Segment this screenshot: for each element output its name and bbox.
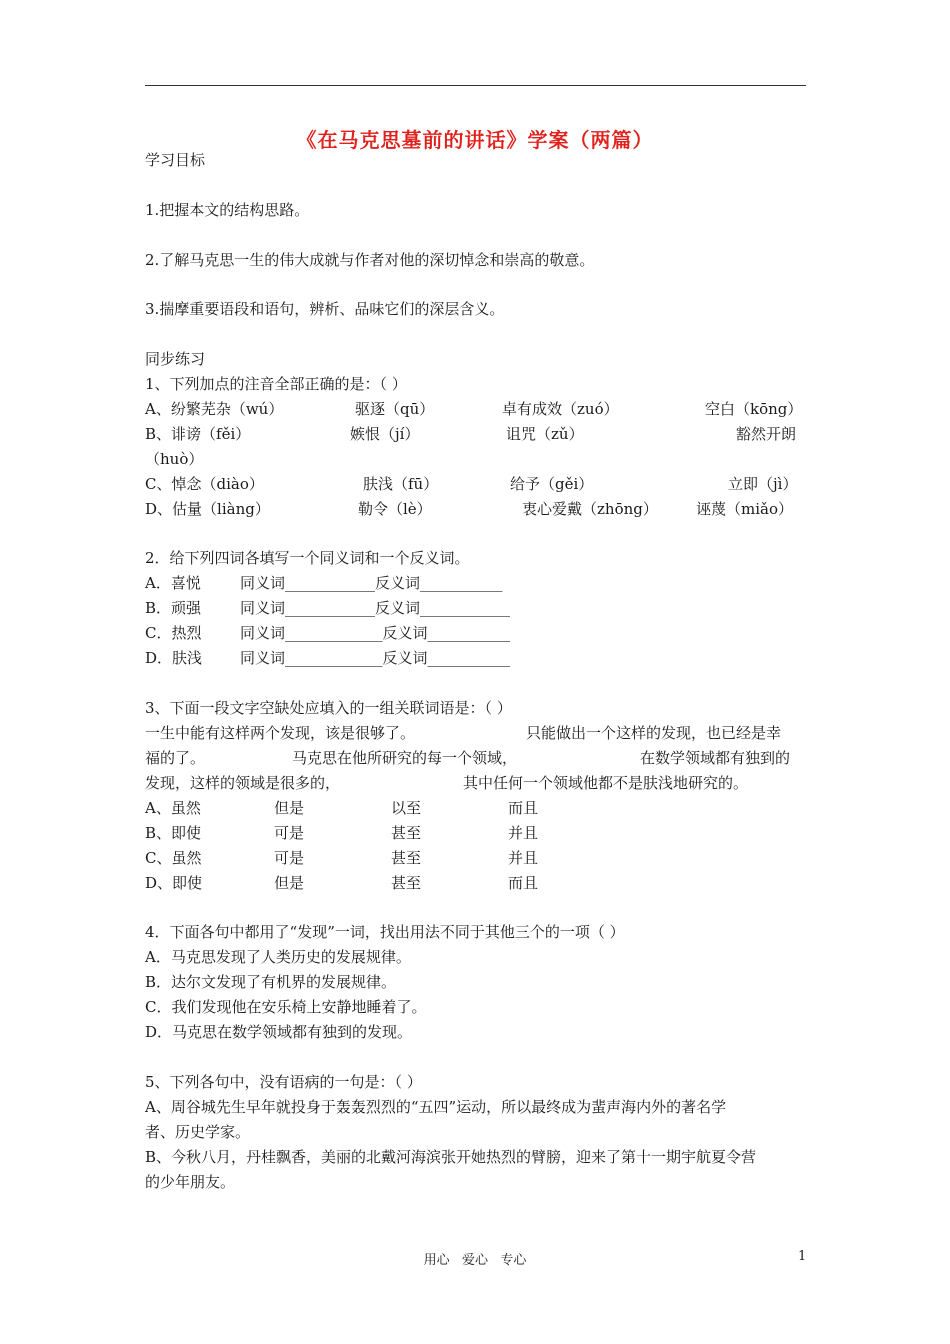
q5-line: 的少年朋友。	[145, 1173, 236, 1191]
q4-option: D．马克思在数学领域都有独到的发现。	[145, 1023, 413, 1041]
q3-option: 甚至	[391, 849, 422, 867]
q1-option-b: B、诽谤（fěi）	[145, 425, 251, 443]
q3-option: 而且	[508, 799, 539, 817]
q3-option: 以至	[391, 799, 422, 817]
q2-blanks: 同义词_____________反义词___________	[240, 649, 511, 667]
practice-heading: 同步练习	[145, 350, 206, 368]
q1-option-c: 给予（gěi）	[510, 475, 594, 493]
q2-blanks: 同义词_____________反义词___________	[240, 624, 511, 642]
q2-word: A．喜悦	[145, 574, 201, 592]
q3-passage: 其中任何一个领域他都不是肤浅地研究的。	[463, 774, 749, 792]
document-title: 《在马克思墓前的讲话》学案（两篇）	[296, 128, 654, 152]
page-number: 1	[798, 1249, 807, 1264]
q5-line: 者、历史学家。	[145, 1123, 251, 1141]
q2-word: B．顽强	[145, 599, 202, 617]
q1-option-a: 卓有成效（zuó）	[502, 400, 619, 418]
q3-option: 可是	[274, 824, 305, 842]
q1-option-a: A、纷繁芜杂（wú）	[145, 400, 284, 418]
q3-passage: 福的了。	[145, 749, 206, 767]
q3-stem: 3、下面一段文字空缺处应填入的一组关联词语是：（ ）	[145, 699, 512, 717]
q1-stem: 1、下列加点的注音全部正确的是：（ ）	[145, 375, 407, 393]
q3-option: 但是	[274, 874, 305, 892]
q1-option-a: 空白（kōng）	[705, 400, 803, 418]
objective-item: 3.揣摩重要语段和语句，辨析、品味它们的深层含义。	[145, 300, 505, 318]
q1-option-b: 豁然开朗	[736, 425, 797, 443]
q1-option-c: 肤浅（fū）	[363, 475, 439, 493]
q4-option: B．达尔文发现了有机界的发展规律。	[145, 973, 397, 991]
q3-option: 而且	[508, 874, 539, 892]
q1-option-b: 诅咒（zǔ）	[506, 425, 584, 443]
q3-passage: 一生中能有这样两个发现，该是很够了。	[145, 724, 416, 742]
q3-option: D、即使	[145, 874, 203, 892]
q3-passage: 只能做出一个这样的发现，也已经是幸	[526, 724, 782, 742]
q1-option-c: C、悼念（diào）	[145, 475, 264, 493]
q1-option-d: 诬蔑（miǎo）	[696, 500, 793, 518]
q4-option: C．我们发现他在安乐椅上安静地睡着了。	[145, 998, 427, 1016]
q3-option: C、虽然	[145, 849, 202, 867]
q5-line: B、今秋八月，丹桂飘香，美丽的北戴河海滨张开她热烈的臂膀，迎来了第十一期宇航夏令营	[145, 1148, 757, 1166]
objective-item: 2.了解马克思一生的伟大成就与作者对他的深切悼念和崇高的敬意。	[145, 251, 595, 269]
q5-line: A、周谷城先生早年就投身于轰轰烈烈的“五四”运动，所以最终成为蜚声海内外的著名学	[145, 1098, 727, 1116]
q4-option: A．马克思发现了人类历史的发展规律。	[145, 948, 411, 966]
q3-option: 甚至	[391, 874, 422, 892]
q5-stem: 5、下列各句中，没有语病的一句是：（ ）	[145, 1073, 422, 1091]
q1-option-c: 立即（jì）	[728, 475, 798, 493]
header-rule	[145, 85, 806, 86]
q2-blanks: 同义词____________反义词____________	[240, 599, 511, 617]
q1-option-b-wrap: （huò）	[145, 450, 204, 468]
q1-option-b: 嫉恨（jí）	[350, 425, 420, 443]
objectives-heading: 学习目标	[145, 151, 206, 169]
q2-blanks: 同义词____________反义词___________	[240, 574, 503, 592]
q3-option: 可是	[274, 849, 305, 867]
q1-option-d: D、估量（liàng）	[145, 500, 270, 518]
q3-option: 但是	[274, 799, 305, 817]
q3-passage: 在数学领域都有独到的	[640, 749, 791, 767]
q3-option: 甚至	[391, 824, 422, 842]
q1-option-d: 衷心爱戴（zhōng）	[522, 500, 658, 518]
q3-passage: 发现，这样的领域是很多的，	[145, 774, 341, 792]
q1-option-a: 驱逐（qū）	[355, 400, 435, 418]
q3-option: 并且	[508, 824, 539, 842]
q1-option-d: 勒令（lè）	[358, 500, 432, 518]
q3-option: 并且	[508, 849, 539, 867]
q4-stem: 4．下面各句中都用了“发现”一词，找出用法不同于其他三个的一项（ ）	[145, 923, 625, 941]
q3-option: A、虽然	[145, 799, 201, 817]
q3-passage: 马克思在他所研究的每一个领域，	[292, 749, 518, 767]
objective-item: 1.把握本文的结构思路。	[145, 201, 310, 219]
footer-text: 用心 爱心 专心	[423, 1253, 527, 1268]
q2-word: C．热烈	[145, 624, 202, 642]
q3-option: B、即使	[145, 824, 202, 842]
q2-stem: 2．给下列四词各填写一个同义词和一个反义词。	[145, 549, 470, 567]
q2-word: D．肤浅	[145, 649, 203, 667]
